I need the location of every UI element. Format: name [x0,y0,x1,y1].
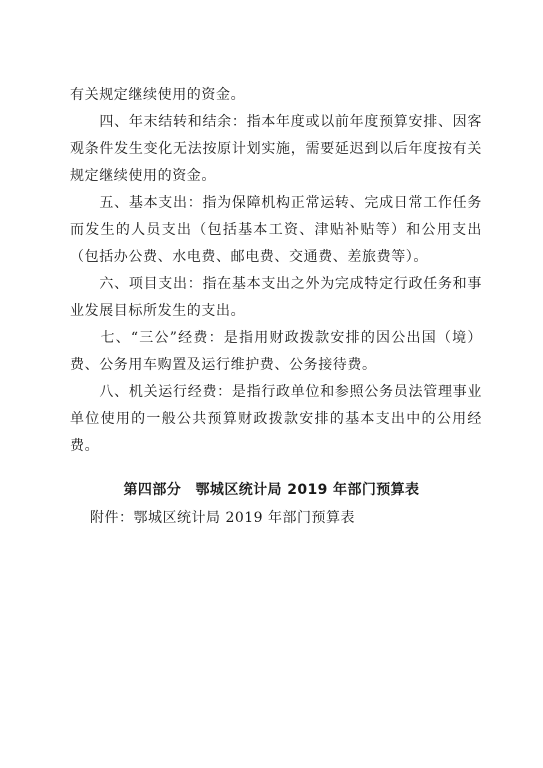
section-heading: 第四部分 鄂城区统计局 2019 年部门预算表 [123,482,420,498]
paragraph-agency-operating-expenses: 八、机关运行经费：是指行政单位和参照公务员法管理事业单位使用的一般公共预算财政拨款安排的基本支出中的公用经费。 [70,384,482,454]
paragraph-basic-expenditure: 五、基本支出：指为保障机构正常运转、完成日常工作任务而发生的人员支出（包括基本工资、津贴补贴等）和公用支出（包括办公费、水电费、邮电费、交通费、差旅费等）。 [70,195,482,265]
paragraph-project-expenditure: 六、项目支出：指在基本支出之外为完成特定行政任务和事业发展目标所发生的支出。 [70,276,482,319]
paragraph-three-public-expenses: 七、“三公”经费：是指用财政拨款安排的因公出国（境）费、公务用车购置及运行维护费、公务接待费。 [70,330,482,373]
paragraph-continuation: 有关规定继续使用的资金。 [70,87,246,103]
paragraph-year-end-carryover: 四、年末结转和结余：指本年度或以前年度预算安排、因客观条件发生变化无法按原计划实施，需要延迟到以后年度按有关规定继续使用的资金。 [70,114,482,184]
attachment-line: 附件：鄂城区统计局 2019 年部门预算表 [90,510,356,526]
